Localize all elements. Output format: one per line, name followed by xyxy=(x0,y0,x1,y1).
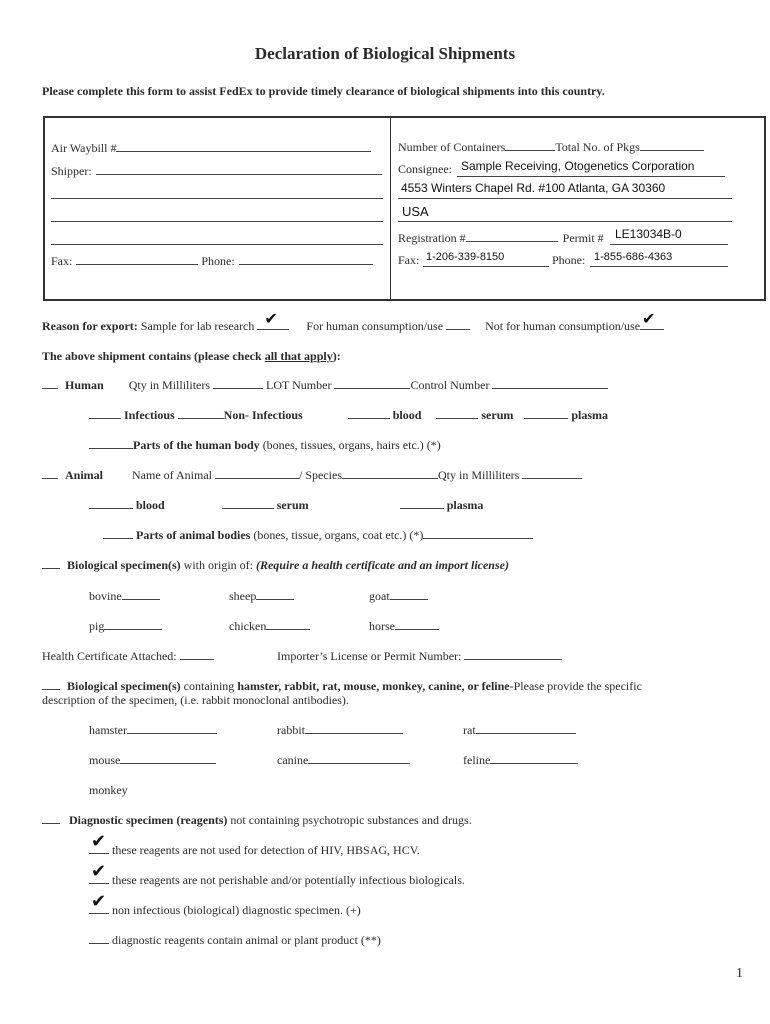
diagnostic-check[interactable] xyxy=(42,813,60,824)
consignee-address[interactable]: 4553 Winters Chapel Rd. #100 Atlanta, GA 30360 xyxy=(401,181,666,195)
bio-species-label: Biological specimen(s) xyxy=(67,679,181,693)
human-label: Human xyxy=(65,378,104,392)
canine-field[interactable] xyxy=(277,753,410,768)
human-parts-row xyxy=(89,438,441,453)
health-cert-field[interactable] xyxy=(42,649,214,664)
contains-prefix: The above shipment contains (please check xyxy=(42,349,265,363)
box-divider xyxy=(390,116,391,301)
non-infectious-check[interactable] xyxy=(178,408,224,419)
country-underline xyxy=(398,221,732,222)
reason-lab-research-check[interactable] xyxy=(257,309,289,330)
feline-field[interactable] xyxy=(463,753,578,768)
diag-item-3-check[interactable] xyxy=(89,891,109,914)
human-type-row xyxy=(89,408,608,423)
check-icon: ✔ xyxy=(91,891,107,912)
health-cert-label: Health Certificate Attached: xyxy=(42,649,177,663)
human-qty-input[interactable] xyxy=(213,378,263,389)
animal-parts-detail: (bones, tissue, organs, coat etc.) (*) xyxy=(250,528,424,542)
diag-item-1-check[interactable] xyxy=(89,831,109,854)
fax-label: Fax: xyxy=(51,254,73,268)
reason-not-human-consumption-check[interactable] xyxy=(640,309,664,330)
consignee-country[interactable]: USA xyxy=(402,204,429,219)
consignee-phone-value[interactable]: 1-855-686-4363 xyxy=(594,251,673,263)
sheep-field[interactable] xyxy=(229,589,294,604)
human-parts-label: Parts of the human body xyxy=(133,438,260,452)
consignee-label: Consignee: xyxy=(398,162,452,176)
human-lot-label: LOT Number xyxy=(266,378,332,392)
rabbit-field[interactable] xyxy=(277,723,403,738)
air-waybill-label: Air Waybill # xyxy=(51,141,117,155)
diag-item-1-text: these reagents are not used for detection of HIV, HBSAG, HCV. xyxy=(112,843,420,857)
bio-species-check[interactable] xyxy=(42,679,60,690)
human-plasma-check[interactable] xyxy=(524,408,568,419)
infectious-label: Infectious xyxy=(124,408,175,422)
human-plasma-label: plasma xyxy=(571,408,609,422)
animal-parts-check[interactable] xyxy=(103,528,133,539)
consignee-underline xyxy=(457,176,725,177)
animal-name-label: Name of Animal xyxy=(132,468,212,482)
animal-plasma-label: plasma xyxy=(446,498,484,512)
diag-item-3-text: non infectious (biological) diagnostic specimen. (+) xyxy=(112,903,361,917)
diagnostic-text: not containing psychotropic substances and drugs. xyxy=(227,813,472,827)
consignee-value[interactable]: Sample Receiving, Otogenetics Corporation xyxy=(461,159,695,173)
animal-serum-label: serum xyxy=(276,498,309,512)
animal-serum-check[interactable] xyxy=(222,498,274,509)
animal-blood-label: blood xyxy=(136,498,165,512)
diag-item-4 xyxy=(89,933,381,948)
animal-parts-label: Parts of animal bodies xyxy=(136,528,251,542)
permit-value[interactable]: LE13034B-0 xyxy=(615,227,682,241)
containers-field[interactable] xyxy=(398,140,704,155)
diag-item-2 xyxy=(89,861,465,888)
feline-label: feline xyxy=(463,753,491,767)
shipper-label: Shipper: xyxy=(51,164,92,178)
human-parts-detail: (bones, tissues, organs, hairs etc.) (*) xyxy=(259,438,441,452)
diag-item-2-check[interactable] xyxy=(89,861,109,884)
horse-label: horse xyxy=(369,619,395,633)
bio-origin-note: (Require a health certificate and an import license) xyxy=(255,558,509,572)
animal-plasma-check[interactable] xyxy=(400,498,444,509)
animal-qty-input[interactable] xyxy=(522,468,582,479)
bio-species-row xyxy=(42,679,642,694)
bio-species-description: description of the specimen, (i.e. rabbit monoclonal antibodies). xyxy=(42,693,349,707)
human-blood-label: blood xyxy=(392,408,422,422)
rat-field[interactable] xyxy=(463,723,576,738)
animal-parts-input[interactable] xyxy=(423,528,533,539)
reason-label: Reason for export: xyxy=(42,319,138,333)
importer-license-label: Importer’s License or Permit Number: xyxy=(277,649,462,663)
human-control-label: Control Number xyxy=(410,378,490,392)
reason-human-consumption: For human consumption/use xyxy=(306,319,444,333)
address-underline xyxy=(398,198,732,199)
diag-item-1 xyxy=(89,831,420,858)
permit-underline xyxy=(610,244,728,245)
consignee-fax-value[interactable]: 1-206-339-8150 xyxy=(426,251,505,263)
shipper-field[interactable] xyxy=(51,164,382,179)
non-infectious-label: Non- Infectious xyxy=(223,408,303,422)
registration-label: Registration # xyxy=(398,231,466,245)
infectious-check[interactable] xyxy=(89,408,121,419)
goat-label: goat xyxy=(369,589,390,603)
diag-item-3 xyxy=(89,891,361,918)
chicken-label: chicken xyxy=(229,619,267,633)
consignee-fax-label: Fax: xyxy=(398,253,420,267)
consignee-phone-underline xyxy=(590,266,728,267)
check-icon: ✔ xyxy=(91,861,107,882)
reason-human-consumption-check[interactable] xyxy=(446,319,470,330)
monkey-field[interactable] xyxy=(89,783,128,798)
animal-species-label: / Species xyxy=(299,468,342,482)
check-icon: ✔ xyxy=(264,309,278,328)
total-pkgs-label: Total No. of Pkgs xyxy=(555,140,640,154)
bio-species-list: hamster, rabbit, rat, mouse, monkey, canine, or feline xyxy=(237,679,510,693)
bovine-label: bovine xyxy=(89,589,122,603)
human-parts-check[interactable] xyxy=(89,438,133,449)
animal-blood-check[interactable] xyxy=(89,498,133,509)
bio-origin-text: with origin of: xyxy=(180,558,256,572)
reason-not-human-consumption: Not for human consumption/use xyxy=(485,319,641,333)
bio-origin-check[interactable] xyxy=(42,558,60,569)
contains-underlined: all that apply xyxy=(264,349,333,363)
animal-species-input[interactable] xyxy=(342,468,438,479)
animal-type-row xyxy=(89,498,483,513)
page-number: 1 xyxy=(736,966,743,981)
diagnostic-label: Diagnostic specimen (reagents) xyxy=(69,813,228,827)
canine-label: canine xyxy=(277,753,309,767)
horse-field[interactable] xyxy=(369,619,439,634)
human-check[interactable] xyxy=(42,378,58,389)
bio-species-mid: containing xyxy=(180,679,238,693)
diag-item-4-text: diagnostic reagents contain animal or plant product (**) xyxy=(112,933,381,947)
animal-check[interactable] xyxy=(42,468,58,479)
human-blood-check[interactable] xyxy=(348,408,390,419)
phone-label: Phone: xyxy=(201,254,235,268)
reason-for-export-row xyxy=(42,309,664,334)
animal-row xyxy=(42,468,582,483)
contains-heading xyxy=(42,349,341,364)
check-icon: ✔ xyxy=(642,309,656,328)
animal-name-input[interactable] xyxy=(215,468,299,479)
human-lot-input[interactable] xyxy=(334,378,410,389)
mouse-field[interactable] xyxy=(89,753,216,768)
consignee-phone-label: Phone: xyxy=(552,253,586,267)
hamster-label: hamster xyxy=(89,723,127,737)
importer-license-field[interactable] xyxy=(277,649,562,664)
diag-item-4-check[interactable] xyxy=(89,933,109,944)
animal-label: Animal xyxy=(65,468,104,482)
monkey-label: monkey xyxy=(89,783,128,797)
intro-text: Please complete this form to assist FedEx to provide timely clearance of biological shipments into this country. xyxy=(42,84,605,98)
shipper-line-4[interactable] xyxy=(51,244,383,245)
hamster-field[interactable] xyxy=(89,723,217,738)
human-row xyxy=(42,378,608,393)
containers-label: Number of Containers xyxy=(398,140,506,154)
shipper-line-3[interactable] xyxy=(51,221,383,222)
page-title: Declaration of Biological Shipments xyxy=(254,44,516,63)
diagnostic-row xyxy=(42,813,472,828)
bio-species-rest: -Please provide the specific xyxy=(509,679,642,693)
chicken-field[interactable] xyxy=(229,619,310,634)
animal-qty-label: Qty in Milliliters xyxy=(438,468,520,482)
diag-item-2-text: these reagents are not perishable and/or potentially infectious biologicals. xyxy=(112,873,465,887)
pig-field[interactable] xyxy=(89,619,162,634)
shipper-fax-field[interactable] xyxy=(51,254,373,269)
air-waybill-field[interactable] xyxy=(51,141,371,156)
reason-lab-research: Sample for lab research xyxy=(140,319,255,333)
human-qty-label: Qty in Milliliters xyxy=(128,378,211,392)
consignee-field[interactable] xyxy=(398,162,452,177)
sheep-label: sheep xyxy=(229,589,257,603)
bio-origin-label: Biological specimen(s) xyxy=(67,558,181,572)
human-control-input[interactable] xyxy=(492,378,608,389)
contains-suffix: ): xyxy=(332,349,341,363)
permit-label: Permit # xyxy=(562,231,604,245)
shipper-line-2[interactable] xyxy=(51,198,383,199)
consignee-fax-underline xyxy=(423,266,549,267)
registration-field[interactable] xyxy=(398,231,604,246)
bio-origin-row xyxy=(42,558,509,573)
human-serum-check[interactable] xyxy=(436,408,478,419)
goat-field[interactable] xyxy=(369,589,428,604)
mouse-label: mouse xyxy=(89,753,121,767)
check-icon: ✔ xyxy=(91,831,107,852)
human-serum-label: serum xyxy=(481,408,514,422)
bovine-field[interactable] xyxy=(89,589,160,604)
pig-label: pig xyxy=(89,619,105,633)
rabbit-label: rabbit xyxy=(277,723,305,737)
rat-label: rat xyxy=(463,723,476,737)
animal-parts-row xyxy=(103,528,533,543)
